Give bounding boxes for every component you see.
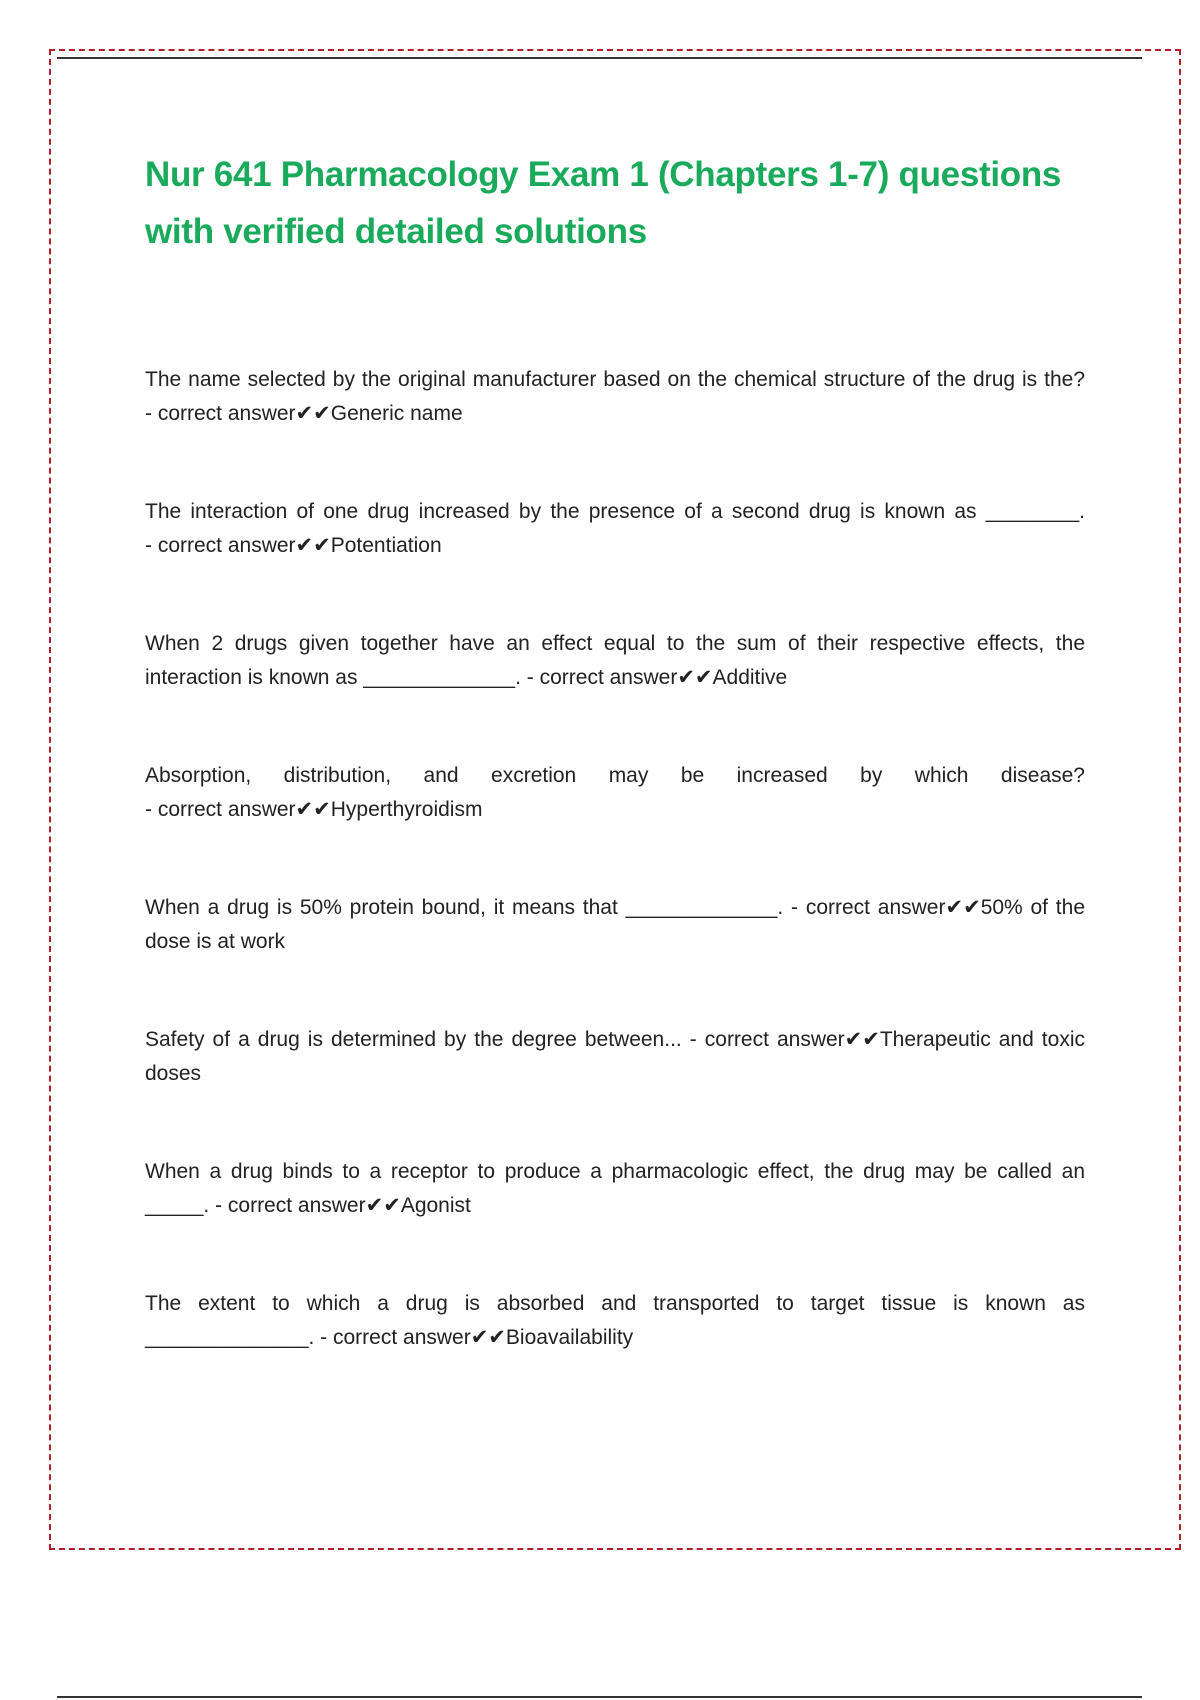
answer-text: Bioavailability <box>505 1326 634 1349</box>
header-rule <box>57 57 1142 59</box>
qa-item <box>145 759 1085 827</box>
footer-rule <box>57 1696 1142 1698</box>
answer-marker: - correct answer✔✔ <box>209 1194 401 1217</box>
qa-item <box>145 1155 1085 1223</box>
qa-item <box>145 1023 1085 1091</box>
answer-marker: - correct answer✔✔ <box>145 798 331 821</box>
qa-item <box>145 891 1085 959</box>
answer-marker: - correct answer✔✔ <box>145 534 331 557</box>
question-text: Safety of a drug is determined by the degree between... <box>145 1028 682 1051</box>
answer-text: Therapeutic and toxic doses <box>145 1028 1085 1085</box>
question-text: The interaction of one drug increased by the presence of a second drug is known as ________. <box>145 500 1085 523</box>
question-text: When 2 drugs given together have an effect equal to the sum of their respective effects, the interaction is known as _____________. <box>145 632 1085 689</box>
qa-item <box>145 495 1085 563</box>
answer-marker: - correct answer✔✔ <box>145 402 331 425</box>
question-text: When a drug binds to a receptor to produce a pharmacologic effect, the drug may be called an _____. <box>145 1160 1085 1217</box>
answer-text: Agonist <box>400 1194 471 1217</box>
question-text: The extent to which a drug is absorbed and transported to target tissue is known as ______________. <box>145 1292 1085 1349</box>
question-text: The name selected by the original manufacturer based on the chemical structure of the drug is the? <box>145 368 1085 391</box>
document-body <box>145 146 1085 1419</box>
question-text: Absorption, distribution, and excretion may be increased by which disease? <box>145 764 1085 787</box>
document-title: Nur 641 Pharmacology Exam 1 (Chapters 1-7) questions with verified detailed solutions <box>145 155 1062 251</box>
qa-list <box>145 363 1085 1355</box>
answer-text: Potentiation <box>330 534 442 557</box>
answer-marker: - correct answer✔✔ <box>314 1326 506 1349</box>
answer-marker: - correct answer✔✔ <box>520 666 713 689</box>
qa-item <box>145 627 1085 695</box>
qa-item <box>145 1287 1085 1355</box>
answer-marker: - correct answer✔✔ <box>681 1028 880 1051</box>
answer-marker: - correct answer✔✔ <box>783 896 981 919</box>
answer-text: Hyperthyroidism <box>330 798 483 821</box>
qa-item <box>145 363 1085 431</box>
question-text: When a drug is 50% protein bound, it means that _____________. <box>145 896 784 919</box>
answer-text: 50% of the dose is at work <box>145 896 1085 953</box>
answer-text: Generic name <box>330 402 463 425</box>
answer-text: Additive <box>712 666 788 689</box>
